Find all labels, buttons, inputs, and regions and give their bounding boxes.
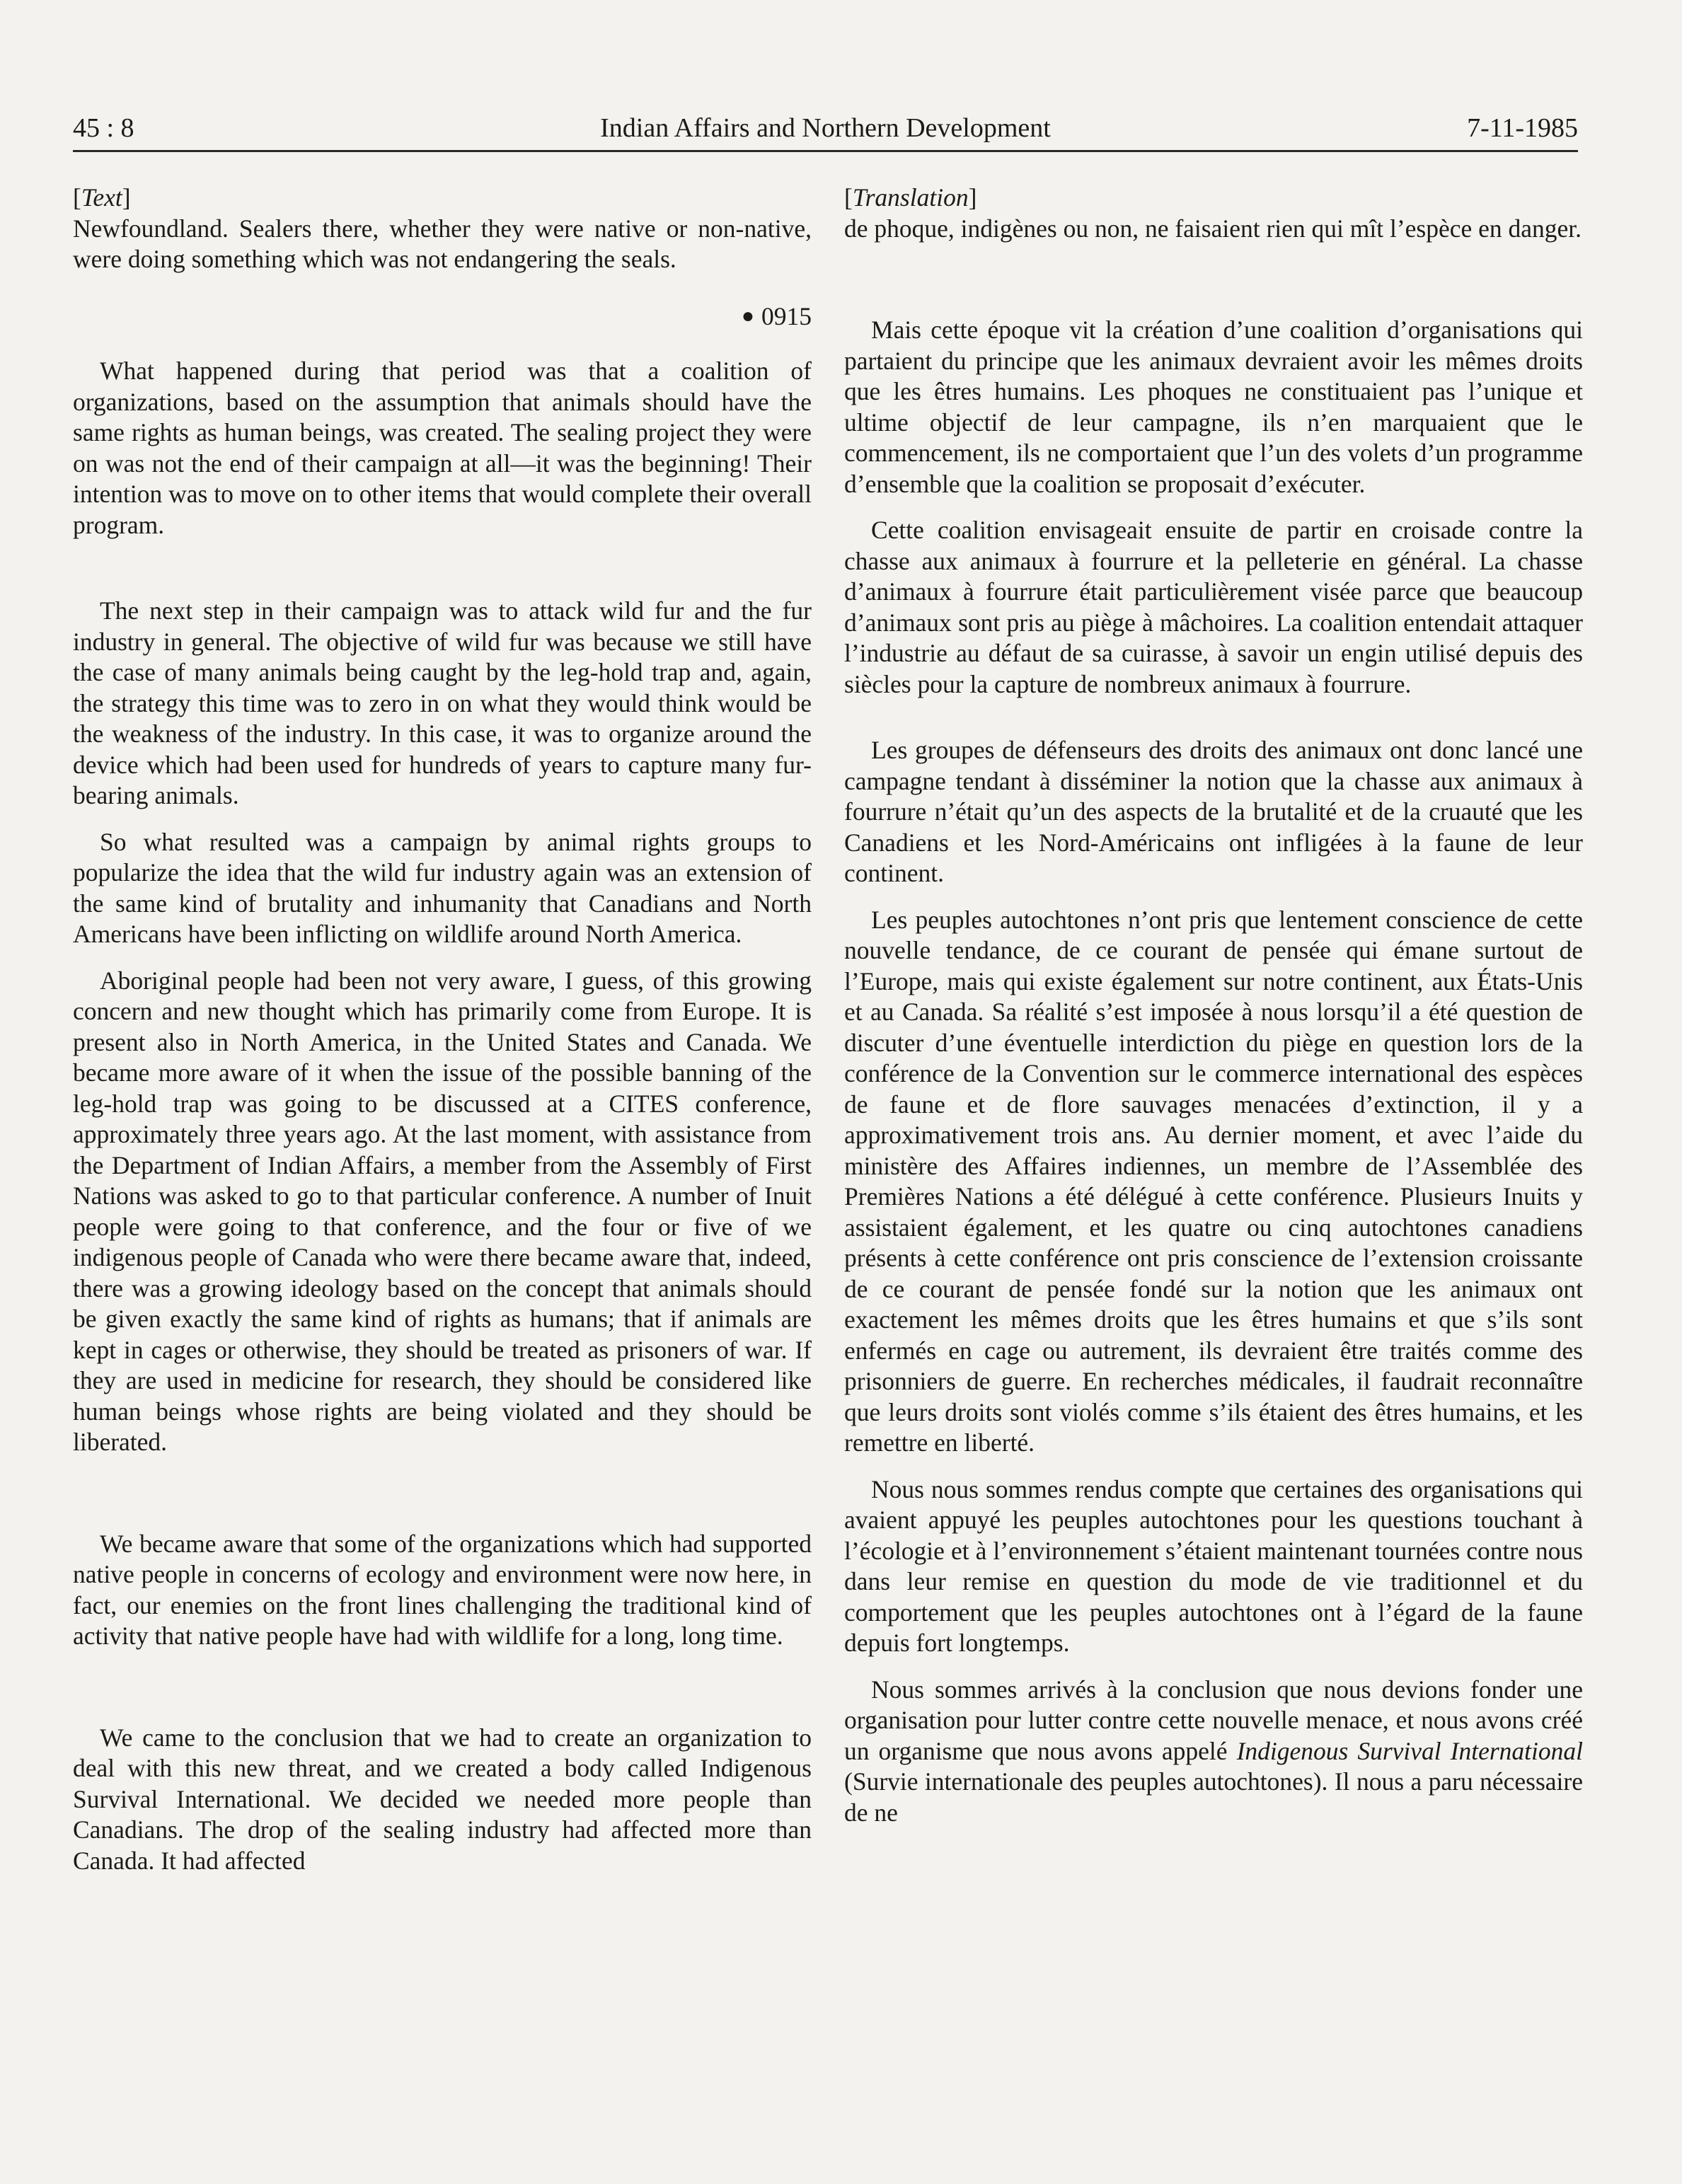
paragraph: So what resulted was a campaign by animal rights groups to popularize the idea that the wild fur industry again was an extension of the same kind of brutality and inhumanity that Canadians and North Americans have been inflicting on wildlife around North America. — [73, 827, 812, 948]
organization-name: Indigenous Survival International — [1236, 1736, 1583, 1765]
paragraph: Mais cette époque vit la création d’une coalition d’organisations qui partaient du principe que les animaux devraient avoir les mêmes droits que les êtres humains. Les phoques ne constituaient pas l’unique et ultime objectif de leur campagne, ils n’en marquaient que le commencement, ils ne comportaient que l’un des volets d’un programme d’ensemble que la coalition se proposait d’exécuter. — [844, 316, 1583, 498]
english-column — [73, 183, 812, 1876]
running-header — [73, 106, 1578, 152]
paragraph: We became aware that some of the organizations which had supported native people in concerns of ecology and environment were now here, in fact, our enemies on the front lines challenging the traditional kind of activity that native people have had with wildlife for a long, long time. — [73, 1529, 812, 1650]
publication-title: Indian Affairs and Northern Development — [600, 113, 1051, 143]
paragraph: Les peuples autochtones n’ont pris que lentement conscience de cette nouvelle tendance, de ce courant de pensée qui émane surtout de l’Europe, mais qui existe également sur notre continent, aux États-Unis et au Canada. Sa réalité s’est imposée à nous lorsqu’il a été question de discuter d’une éventuelle interdiction du piège en question lors de la conférence de la Convention sur le commerce international des espèces de faune et de flore sauvages menacées d’extinction, il y a approximativement trois ans. Au dernier moment, et avec l’aide du ministère des Affaires indiennes, un membre de l’Assemblée des Premières Nations a été délégué à cette conférence. Plusieurs Inuits y assistaient également, et les quatre ou cinq autochtones canadiens présents à cette conférence ont pris conscience de l’extension croissante de ce courant de pensée fondé sur la notion que les animaux ont exactement les mêmes droits que les êtres humains et que s’ils sont enfermés en cage ou autrement, ils devraient être traités comme des prisonniers de guerre. En recherches médicales, il faudrait reconnaître que leurs droits sont violés comme s’ils étaient des êtres humains, et les remettre en liberté. — [844, 905, 1583, 1457]
paragraph: Newfoundland. Sealers there, whether they were native or non-native, were doing something which was not endangering the seals. — [73, 214, 812, 273]
paragraph: Les groupes de défenseurs des droits des animaux ont donc lancé une campagne tendant à disséminer la notion que la chasse aux animaux à fourrure n’était qu’un des aspects de la brutalité et de la cruauté que les Canadiens et les Nord-Américains ont infligées à la faune de leur continent. — [844, 736, 1583, 887]
paragraph: Nous nous sommes rendus compte que certaines des organisations qui avaient appuyé les peuples autochtones pour les questions touchant à l’écologie et à l’environnement s’étaient maintenant tournées contre nous dans leur remise en question du mode de vie traditionnel et du comportement que les peuples autochtones ont à l’égard de la faune depuis fort longtemps. — [844, 1474, 1583, 1657]
paragraph: Cette coalition envisageait ensuite de partir en croisade contre la chasse aux animaux à fourrure et la pelleterie en général. La chasse d’animaux à fourrure était particulièrement visée parce que beaucoup d’animaux sont pris au piège à mâchoires. La coalition entendait attaquer l’industrie au défaut de sa cuirasse, à savoir un engin utilisé depuis des siècles pour la capture de nombreux animaux à fourrure. — [844, 516, 1583, 698]
paragraph: We came to the conclusion that we had to create an organization to deal with this new threat, and we created a body called Indigenous Survival International. We decided we needed more people than Canadians. The drop of the sealing industry had affected more than Canada. It had affected — [73, 1723, 812, 1875]
column-label-translation: [Translation] — [844, 183, 977, 212]
bullet-icon: ● — [741, 304, 754, 328]
column-label-text: [Text] — [73, 183, 131, 212]
paragraph: Nous sommes arrivés à la conclusion que nous devions fonder une organisation pour lutter contre cette nouvelle menace, et nous avons créé un organisme que nous avons appelé Indigenous Survival International (Survie internationale des peuples autochtones). Il nous a paru nécessaire de ne — [844, 1675, 1583, 1827]
paragraph: Aboriginal people had been not very aware, I guess, of this growing concern and new thought which has primarily come from Europe. It is present also in North America, in the United States and Canada. We became more aware of it when the issue of the possible banning of the leg-hold trap was going to be discussed at a CITES conference, approximately three years ago. At the last moment, with assistance from the Department of Indian Affairs, a member from the Assembly of First Nations was asked to go to that particular conference. A number of Inuit people were going to that conference, and the four or five of we indigenous people of Canada who were there became aware that, indeed, there was a growing ideology based on the concept that animals should be given exactly the same kind of rights as humans; that if animals are kept in cages or otherwise, they should be treated as prisoners of war. If they are used in medicine for research, they should be considered like human beings whose rights are being violated and they should be liberated. — [73, 966, 812, 1456]
paragraph: de phoque, indigènes ou non, ne faisaient rien qui mît l’espèce en danger. — [844, 214, 1582, 243]
page-number: 45 : 8 — [73, 113, 134, 143]
header-date: 7-11-1985 — [1467, 113, 1578, 143]
paragraph: The next step in their campaign was to attack wild fur and the fur industry in general. The objective of wild fur was because we still have the case of many animals being caught by the leg-hold trap and, again, the strategy this time was to zero in on what they would think would be the weakness of the industry. In this case, it was to organize around the device which had been used for hundreds of years to capture many fur-bearing animals. — [73, 596, 812, 809]
french-column — [844, 183, 1583, 1828]
paragraph: What happened during that period was that a coalition of organizations, based on the assumption that animals should have the same rights as human beings, was created. The sealing project they were on was not the end of their campaign at all—it was the beginning! Their intention was to move on to other items that would complete their overall program. — [73, 357, 812, 539]
time-stamp: ● 0915 — [741, 301, 812, 330]
